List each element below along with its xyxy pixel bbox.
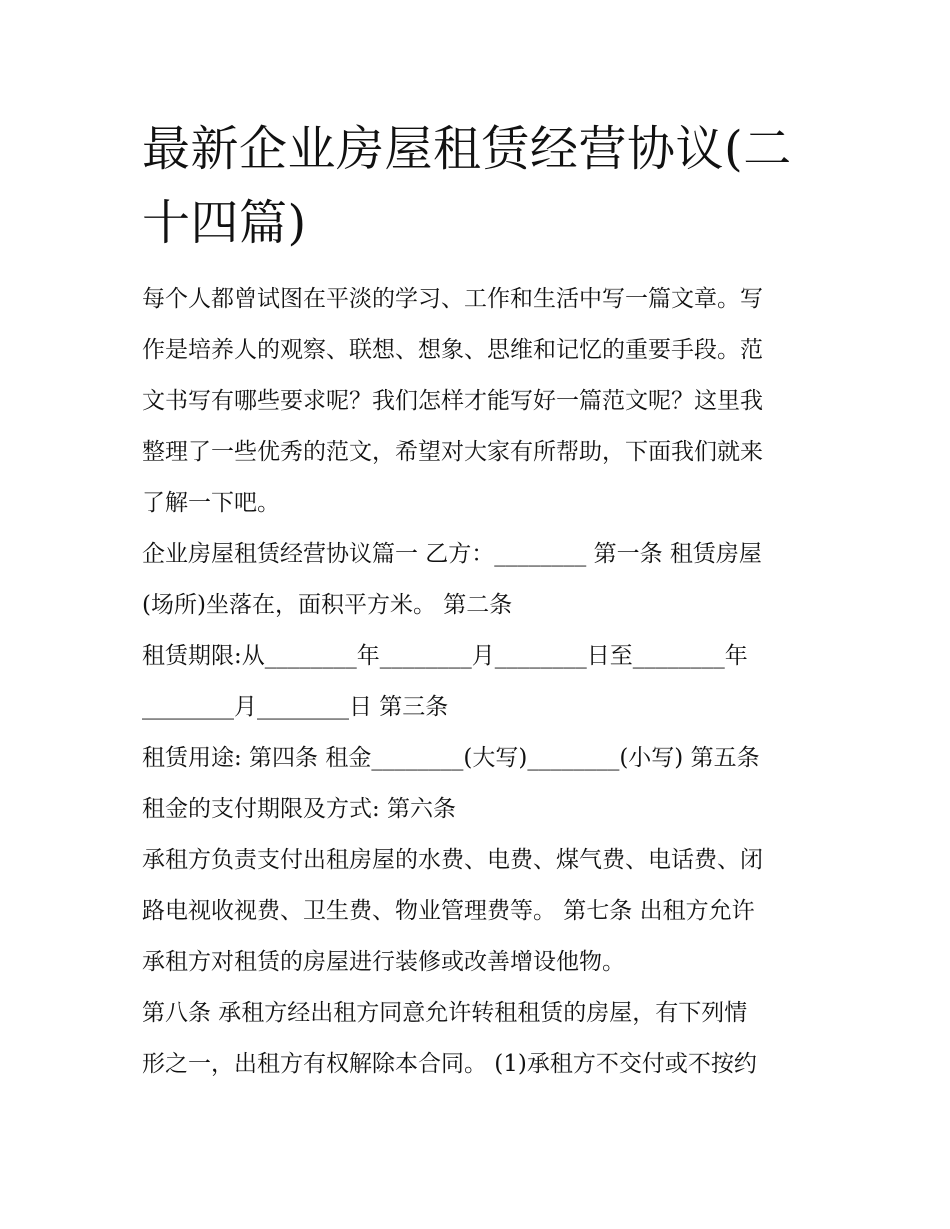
document-title: [142, 112, 814, 260]
text-line: 租金的支付期限及方式: 第六条: [142, 796, 457, 822]
intro-paragraph: [142, 274, 814, 529]
clause-paragraph: [142, 835, 814, 988]
text-line: 企业房屋租赁经营协议篇一 乙方：________ 第一条 租赁房屋: [142, 541, 762, 567]
text-line: 路电视收视费、卫生费、物业管理费等。 第七条 出租方允许: [142, 898, 755, 924]
text-line: 租赁用途: 第四条 租金________(大写)________(小写) 第五条: [142, 745, 760, 771]
text-line: 承租方对租赁的房屋进行装修或改善增设他物。: [142, 949, 625, 975]
clause-paragraph: [142, 529, 814, 631]
text-line: 作是培养人的观察、联想、想象、思维和记忆的重要手段。范: [142, 337, 763, 363]
text-line: 每个人都曾试图在平淡的学习、工作和生活中写一篇文章。写: [142, 286, 763, 312]
title-line: 最新企业房屋租赁经营协议(二: [142, 121, 792, 177]
text-line: 租赁期限:从________年________月________日至________年: [142, 643, 748, 669]
text-line: 整理了一些优秀的范文，希望对大家有所帮助，下面我们就来: [142, 439, 763, 465]
text-line: 第八条 承租方经出租方同意允许转租租赁的房屋，有下列情: [142, 1000, 748, 1026]
clause-paragraph: [142, 631, 814, 733]
text-line: 形之一，出租方有权解除本合同。 (1)承租方不交付或不按约: [142, 1051, 757, 1077]
clause-paragraph: [142, 988, 814, 1090]
text-line: ________月________日 第三条: [142, 694, 449, 720]
text-line: (场所)坐落在，面积平方米。 第二条: [142, 592, 513, 618]
text-line: 文书写有哪些要求呢？我们怎样才能写好一篇范文呢？这里我: [142, 388, 763, 414]
clause-paragraph: [142, 733, 814, 835]
title-line: 十四篇): [142, 195, 307, 251]
text-line: 承租方负责支付出租房屋的水费、电费、煤气费、电话费、闭: [142, 847, 763, 873]
document-page: [142, 112, 814, 1090]
text-line: 了解一下吧。: [142, 490, 280, 516]
